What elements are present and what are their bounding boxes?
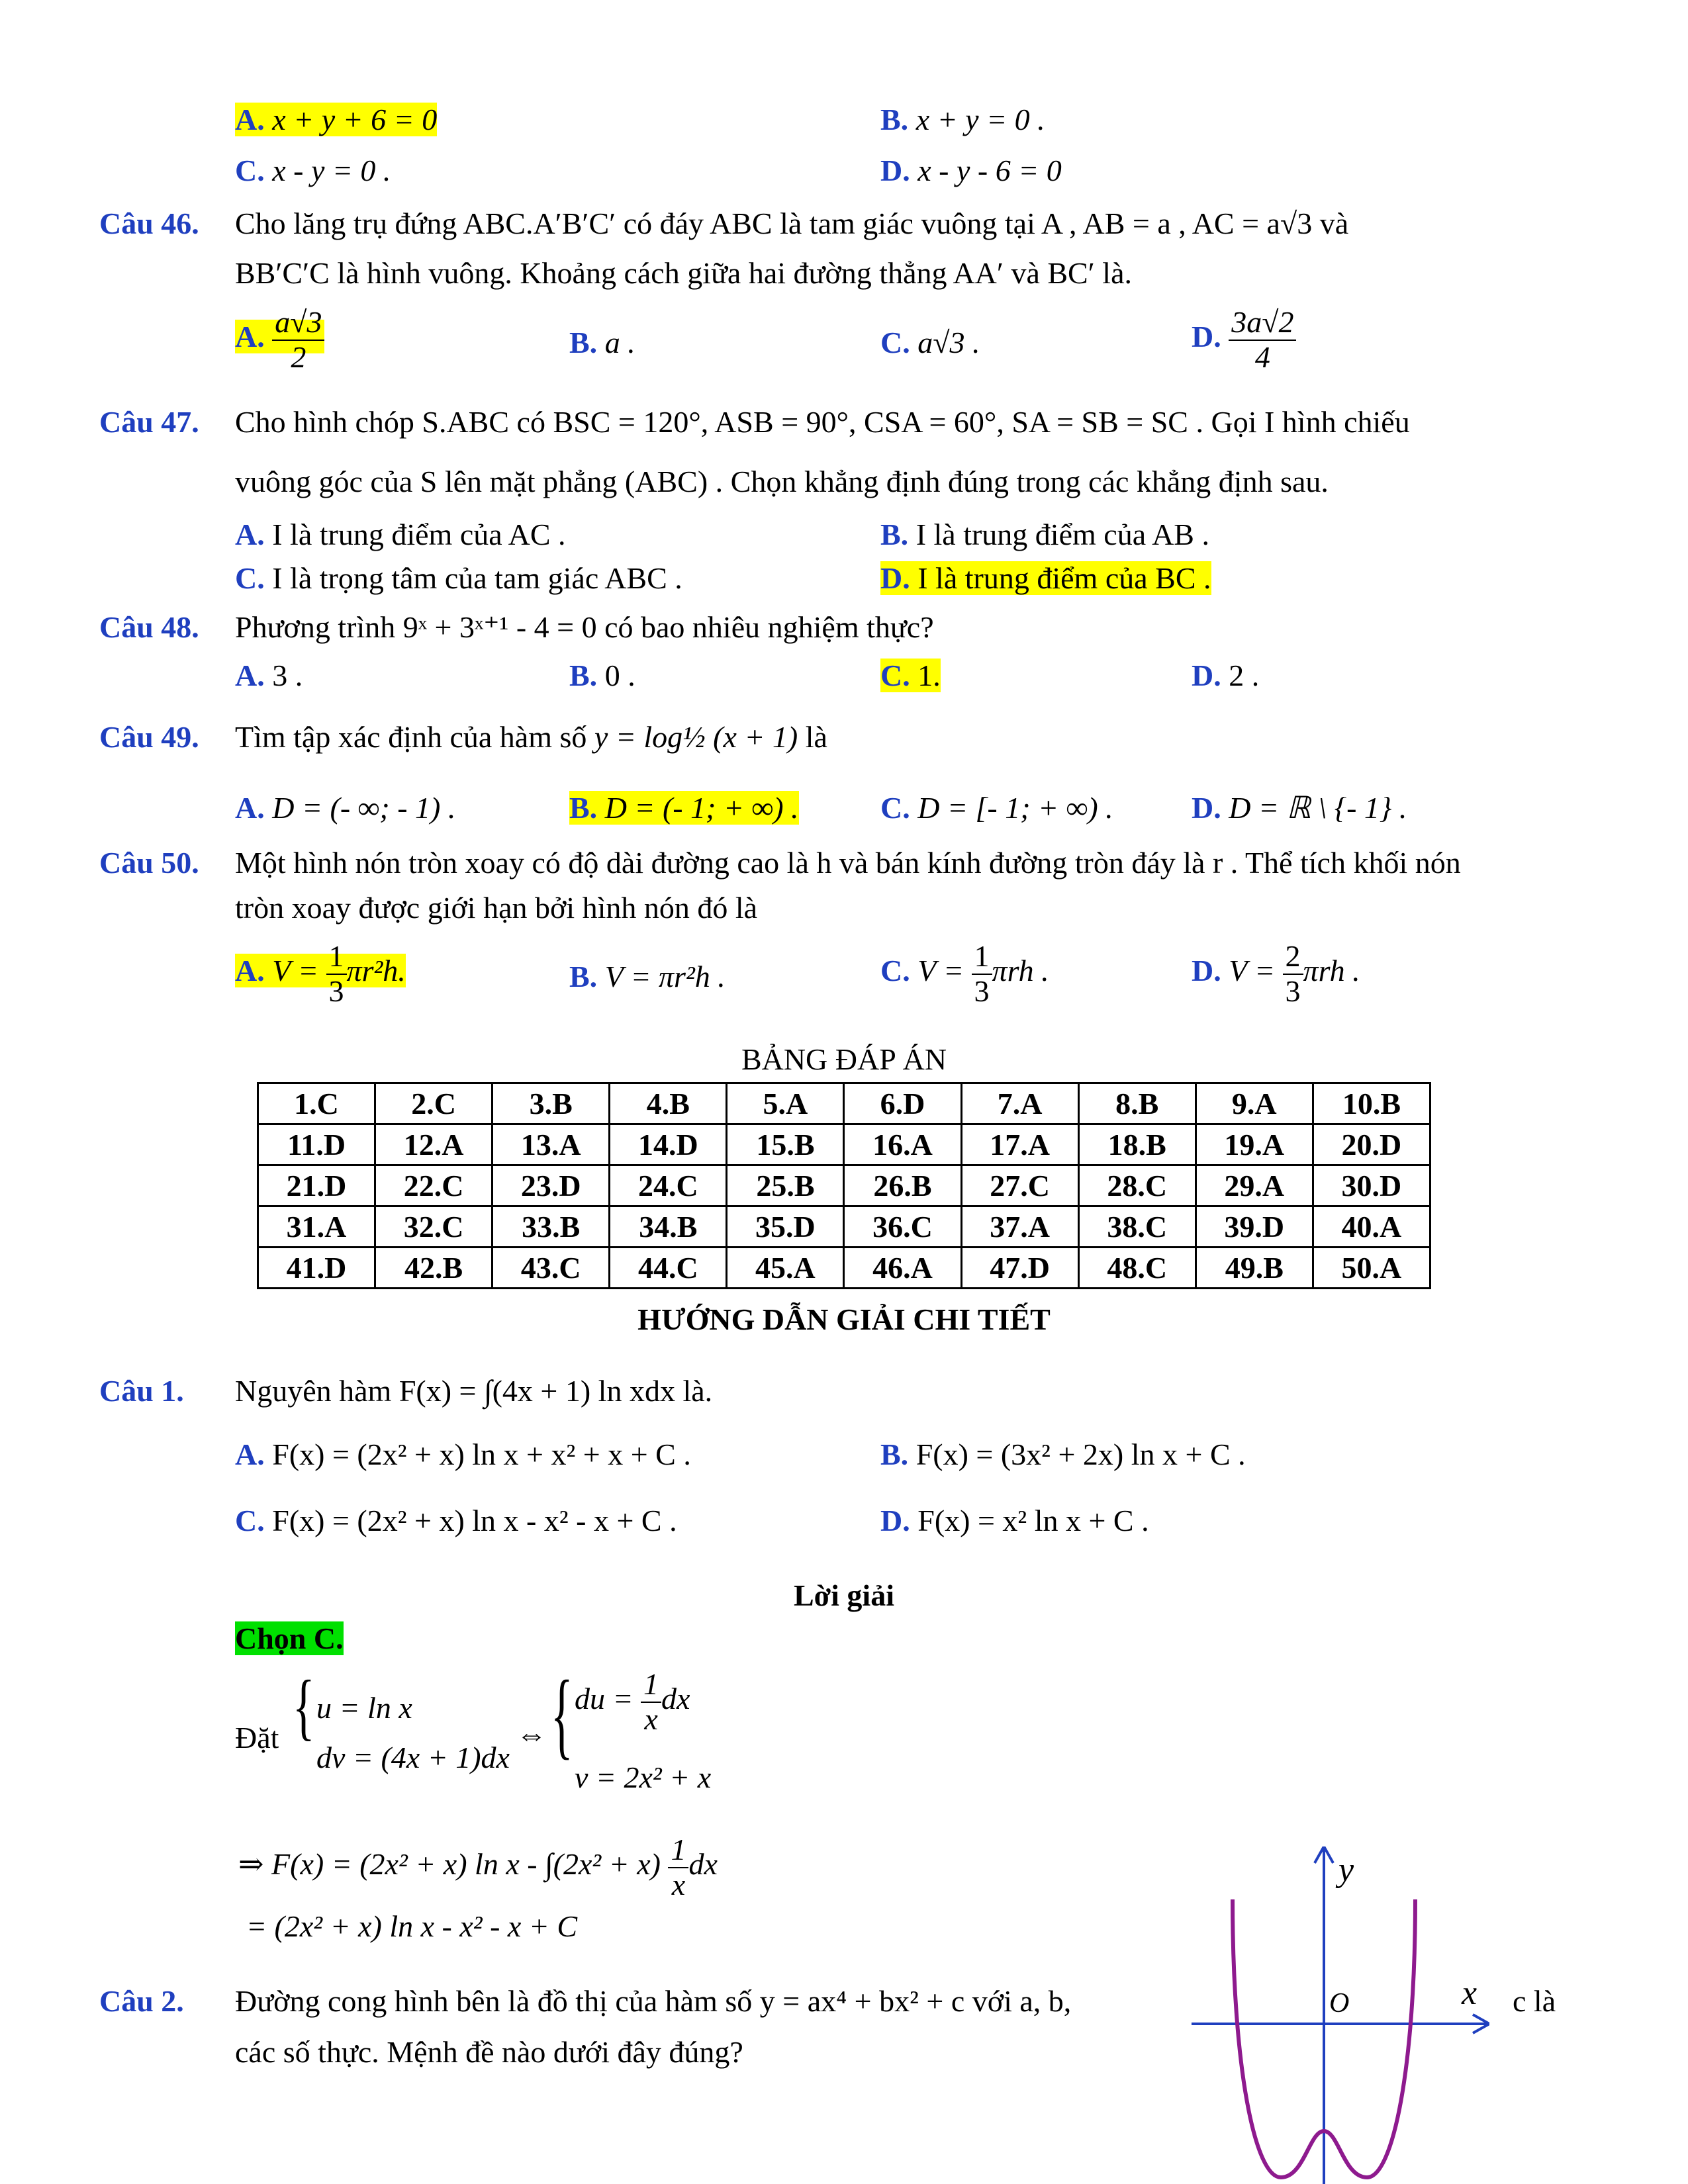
q47-option-a: A. I là trung điểm của AC . xyxy=(235,518,566,551)
q47-line1: Cho hình chóp S.ABC có BSC = 120°, ASB = 90°, CSA = 60°, SA = SB = SC . Gọi I hình chiếu xyxy=(235,405,1410,439)
q45-option-a: A. x + y + 6 = 0 xyxy=(235,103,438,136)
q48-text: Phương trình 9ˣ + 3ˣ⁺¹ - 4 = 0 có bao nhiêu nghiệm thực? xyxy=(235,610,934,644)
answer-cell: 13.A xyxy=(492,1124,610,1165)
sys1-line-a: u = ln x xyxy=(316,1691,412,1725)
answer-cell: 28.C xyxy=(1078,1165,1196,1206)
quartic-graph xyxy=(1192,1846,1489,2184)
q50-option-b: B. V = πr²h . xyxy=(569,960,726,993)
sol2-line1: Đường cong hình bên là đồ thị của hàm số y = ax⁴ + bx² + c với a, b, xyxy=(235,1984,1072,2018)
answer-row xyxy=(258,1206,1430,1248)
answer-cell: 45.A xyxy=(727,1248,844,1289)
answer-cell: 42.B xyxy=(375,1248,492,1289)
y-axis-label: y xyxy=(1338,1851,1354,1889)
q46-label: Câu 46. xyxy=(99,206,199,240)
sys2-line-a: du = $\frac{1}{x}$ dx xyxy=(575,1667,690,1736)
answer-cell: 40.A xyxy=(1313,1206,1430,1248)
answer-cell: 12.A xyxy=(375,1124,492,1165)
answer-cell: 17.A xyxy=(961,1124,1078,1165)
answer-cell: 33.B xyxy=(492,1206,610,1248)
answer-cell: 7.A xyxy=(961,1083,1078,1124)
answer-cell: 34.B xyxy=(610,1206,727,1248)
answer-cell: 37.A xyxy=(961,1206,1078,1248)
answer-cell: 50.A xyxy=(1313,1248,1430,1289)
q46-option-a: A. $\frac{a√3}{2}$ xyxy=(235,306,324,374)
answer-cell: 36.C xyxy=(844,1206,961,1248)
q47-option-d: D. I là trung điểm của BC . xyxy=(880,561,1211,595)
sol1-option-b: B. F(x) = (3x² + 2x) ln x + C . xyxy=(880,1437,1246,1471)
q47-option-c: C. I là trọng tâm của tam giác ABC . xyxy=(235,561,682,595)
answer-row xyxy=(258,1083,1430,1124)
answer-cell: 31.A xyxy=(258,1206,375,1248)
answer-table xyxy=(257,1082,1431,1289)
answer-cell: 46.A xyxy=(844,1248,961,1289)
answer-cell: 20.D xyxy=(1313,1124,1430,1165)
answer-cell: 3.B xyxy=(492,1083,610,1124)
answer-cell: 23.D xyxy=(492,1165,610,1206)
answer-cell: 15.B xyxy=(727,1124,844,1165)
q45-option-b: B. x + y = 0 . xyxy=(880,103,1045,136)
answer-cell: 1.C xyxy=(258,1083,375,1124)
answer-cell: 9.A xyxy=(1196,1083,1313,1124)
step2: = (2x² + x) ln x - x² - x + C xyxy=(246,1909,578,1943)
brace-left-1: { xyxy=(293,1666,315,1749)
sol1-label: Câu 1. xyxy=(99,1374,184,1408)
q46-option-b: B. a . xyxy=(569,326,635,359)
sol2-line2: các số thực. Mệnh đề nào dưới đây đúng? xyxy=(235,2035,743,2069)
answer-cell: 30.D xyxy=(1313,1165,1430,1206)
q50-option-a: A. V = $\frac{1}{3}$ πr²h. xyxy=(235,939,406,1008)
q45-option-d: D. x - y - 6 = 0 xyxy=(880,154,1062,187)
answer-cell: 29.A xyxy=(1196,1165,1313,1206)
q50-line1: Một hình nón tròn xoay có độ dài đường cao là h và bán kính đường tròn đáy là r . Thể tích khối nón xyxy=(235,846,1461,880)
dat-label: Đặt xyxy=(235,1721,279,1754)
answer-cell: 11.D xyxy=(258,1124,375,1165)
q48-label: Câu 48. xyxy=(99,610,199,644)
sol1-option-a: A. F(x) = (2x² + x) ln x + x² + x + C . xyxy=(235,1437,691,1471)
q47-label: Câu 47. xyxy=(99,405,199,439)
answer-cell: 32.C xyxy=(375,1206,492,1248)
q49-option-d: D. D = ℝ \ {- 1} . xyxy=(1192,791,1407,825)
answer-cell: 25.B xyxy=(727,1165,844,1206)
answer-cell: 47.D xyxy=(961,1248,1078,1289)
answer-cell: 39.D xyxy=(1196,1206,1313,1248)
q49-option-c: C. D = [- 1; + ∞) . xyxy=(880,791,1113,825)
q49-label: Câu 49. xyxy=(99,720,199,754)
sol2-label: Câu 2. xyxy=(99,1984,184,2018)
answer-row xyxy=(258,1248,1430,1289)
sys1-line-b: dv = (4x + 1)dx xyxy=(316,1741,510,1774)
sys2-line-b: v = 2x² + x xyxy=(575,1760,712,1794)
q46-option-d: D. $\frac{3a√2}{4}$ xyxy=(1192,306,1296,374)
answer-cell: 43.C xyxy=(492,1248,610,1289)
solutions-title: HƯỚNG DẪN GIẢI CHI TIẾT xyxy=(637,1302,1051,1336)
answer-cell: 44.C xyxy=(610,1248,727,1289)
sol1-text: Nguyên hàm F(x) = ∫(4x + 1) ln xdx là. xyxy=(235,1374,713,1408)
q46-option-c: C. a√3 . xyxy=(880,326,980,359)
answer-cell: 8.B xyxy=(1078,1083,1196,1124)
answer-cell: 19.A xyxy=(1196,1124,1313,1165)
answer-row xyxy=(258,1124,1430,1165)
sol1-option-d: D. F(x) = x² ln x + C . xyxy=(880,1504,1149,1537)
q50-label: Câu 50. xyxy=(99,846,199,880)
q49-option-b: B. D = (- 1; + ∞) . xyxy=(569,791,799,825)
answer-cell: 2.C xyxy=(375,1083,492,1124)
answer-cell: 14.D xyxy=(610,1124,727,1165)
chosen-answer: Chọn C. xyxy=(235,1621,344,1655)
answer-cell: 5.A xyxy=(727,1083,844,1124)
q48-option-a: A. 3 . xyxy=(235,659,303,692)
step1: ⇒ F(x) = (2x² + x) ln x - ∫(2x² + x) $\frac{1}{x}$ dx xyxy=(238,1833,718,1901)
answer-table-title: BẢNG ĐÁP ÁN xyxy=(741,1042,947,1076)
loi-giai-heading: Lời giải xyxy=(794,1578,894,1612)
q49-formula: y = log½ (x + 1) xyxy=(594,720,798,754)
q45-option-c: C. x - y = 0 . xyxy=(235,154,391,187)
q47-option-b: B. I là trung điểm của AB . xyxy=(880,518,1209,551)
q47-line2: vuông góc của S lên mặt phẳng (ABC) . Chọn khẳng định đúng trong các khẳng định sau. xyxy=(235,465,1329,498)
x-axis-label: x xyxy=(1462,1974,1477,2012)
answer-cell: 4.B xyxy=(610,1083,727,1124)
q48-option-b: B. 0 . xyxy=(569,659,635,692)
answer-cell: 48.C xyxy=(1078,1248,1196,1289)
q50-option-d: D. V = $\frac{2}{3}$ πrh . xyxy=(1192,939,1360,1008)
q49-text: Tìm tập xác định của hàm số y = log½ (x + 1) là xyxy=(235,720,827,754)
brace-left-2: { xyxy=(551,1662,573,1770)
q50-line2: tròn xoay được giới hạn bởi hình nón đó là xyxy=(235,891,758,925)
q46-line1: Cho lăng trụ đứng ABC.A′B′C′ có đáy ABC là tam giác vuông tại A , AB = a , AC = a√3 và xyxy=(235,206,1349,240)
answer-cell: 35.D xyxy=(727,1206,844,1248)
answer-cell: 41.D xyxy=(258,1248,375,1289)
q46-line2: BB′C′C là hình vuông. Khoảng cách giữa hai đường thẳng AA′ và BC′ là. xyxy=(235,256,1133,290)
sol1-option-c: C. F(x) = (2x² + x) ln x - x² - x + C . xyxy=(235,1504,677,1537)
answer-cell: 38.C xyxy=(1078,1206,1196,1248)
answer-cell: 27.C xyxy=(961,1165,1078,1206)
q50-option-c: C. V = $\frac{1}{3}$ πrh . xyxy=(880,939,1049,1008)
answer-cell: 18.B xyxy=(1078,1124,1196,1165)
answer-cell: 49.B xyxy=(1196,1248,1313,1289)
answer-cell: 22.C xyxy=(375,1165,492,1206)
answer-cell: 10.B xyxy=(1313,1083,1430,1124)
q49-option-a: A. D = (- ∞; - 1) . xyxy=(235,791,456,825)
origin-label: O xyxy=(1329,1988,1350,2019)
answer-row xyxy=(258,1165,1430,1206)
answer-cell: 26.B xyxy=(844,1165,961,1206)
sol2-line1-tail: c là xyxy=(1513,1984,1556,2018)
answer-cell: 21.D xyxy=(258,1165,375,1206)
answer-cell: 16.A xyxy=(844,1124,961,1165)
q48-option-c: C. 1. xyxy=(880,659,941,692)
equiv-symbol: ⇔ xyxy=(516,1717,547,1751)
answer-cell: 24.C xyxy=(610,1165,727,1206)
answer-cell: 6.D xyxy=(844,1083,961,1124)
q48-option-d: D. 2 . xyxy=(1192,659,1260,692)
